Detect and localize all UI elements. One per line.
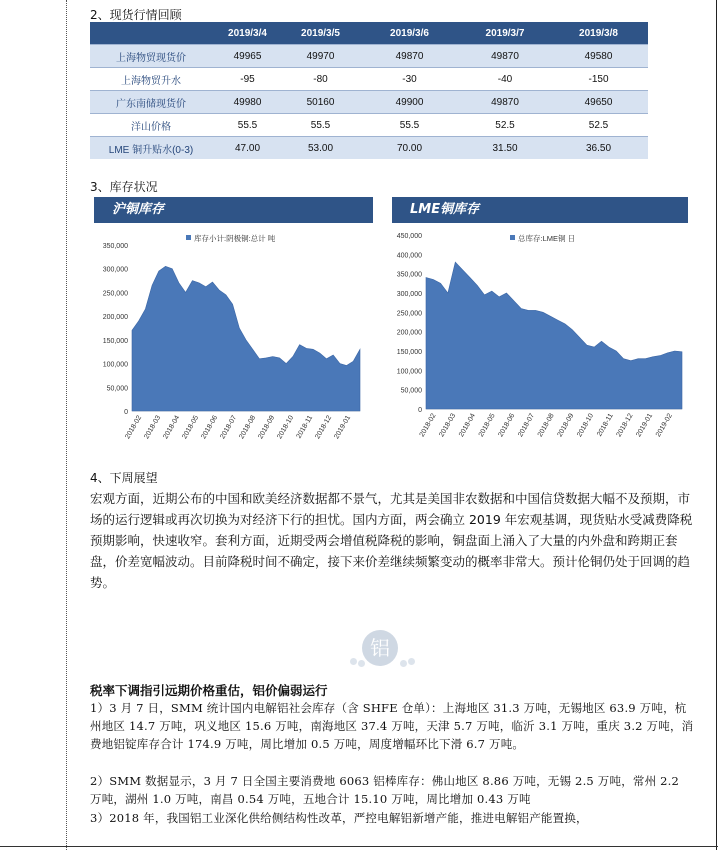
row-label: 广东南储现货价	[90, 91, 212, 114]
y-tick-label: 300,000	[102, 266, 128, 274]
x-tick-label: 2018-06	[200, 414, 220, 441]
bottom-border	[0, 846, 718, 847]
table-cell: 49870	[461, 45, 549, 68]
outlook-paragraph: 宏观方面，近期公布的中国和欧美经济数据都不景气，尤其是美国非农数据和中国信贷数据大幅不及预期，市场的运行逻辑或再次切换为对经济下行的担忧。国内方面，两会确立 2019 年宏观基调，现货贴水受减费降税预期影响，快速收窄。套利方面，近期受两会增值税降税的影响，铜盘面上涌入了大量的内外盘和跨期正套盘，价差宽幅波动。目前降税时间不确定，接下来价差继续频繁变动的概率非常大。预计伦铜仍处于回调的趋势。	[90, 491, 693, 590]
y-tick-label: 250,000	[396, 310, 422, 318]
x-tick-label: 2019-01	[333, 414, 353, 441]
x-tick-label: 2018-04	[458, 412, 477, 439]
table-cell: 55.5	[358, 114, 461, 137]
x-tick-label: 2018-05	[181, 414, 201, 441]
table-cell: 52.5	[461, 114, 549, 137]
table-cell: 49870	[358, 45, 461, 68]
legend-label: 库存小计:阴极铜:总计 吨	[194, 234, 276, 243]
x-tick-label: 2018-08	[536, 412, 556, 439]
aluminium-paragraph-3: 3）2018 年，我国铝工业深化供给侧结构性改革，严控电解铝新增产能，推进电解铝产能置换，	[90, 811, 588, 825]
x-tick-label: 2018-11	[596, 412, 615, 438]
y-tick-label: 350,000	[396, 271, 422, 279]
table-header-cell: 2019/3/6	[358, 22, 461, 45]
table-row	[90, 91, 648, 114]
table-header-row	[90, 22, 648, 45]
x-tick-label: 2019-02	[654, 412, 674, 439]
table-row	[90, 137, 648, 160]
table-cell: -30	[358, 68, 461, 91]
x-tick-label: 2018-02	[418, 412, 438, 439]
x-tick-label: 2018-07	[219, 414, 239, 441]
decor-dot	[400, 660, 407, 667]
inventory-heading: 3、库存状况	[90, 180, 158, 194]
x-tick-label: 2018-10	[576, 412, 596, 439]
y-tick-label: 150,000	[102, 337, 128, 345]
x-tick-label: 2018-12	[615, 412, 635, 439]
x-tick-label: 2018-11	[295, 414, 315, 440]
lme-inventory-chart	[392, 225, 688, 457]
x-tick-label: 2018-05	[477, 412, 497, 439]
y-tick-label: 100,000	[396, 368, 422, 376]
table-cell: 49980	[212, 91, 283, 114]
row-label: 上海物贸升水	[90, 68, 212, 91]
table-header-cell: 2019/3/7	[461, 22, 549, 45]
y-tick-label: 250,000	[102, 290, 128, 298]
row-label: 上海物贸现货价	[90, 45, 212, 68]
spot-quote-table	[90, 22, 648, 159]
legend-swatch	[186, 235, 191, 240]
y-tick-label: 150,000	[396, 349, 422, 356]
y-tick-label: 50,000	[400, 387, 422, 395]
table-header-cell: 2019/3/5	[283, 22, 358, 45]
decor-dot	[408, 658, 415, 665]
x-tick-label: 2018-02	[124, 414, 144, 441]
x-tick-label: 2018-06	[497, 412, 517, 439]
x-tick-label: 2018-08	[238, 414, 258, 441]
shfe-chart-title: 沪铜库存	[94, 197, 373, 223]
table-cell: 53.00	[283, 137, 358, 160]
y-tick-label: 350,000	[102, 243, 128, 250]
x-tick-label: 2018-07	[517, 412, 537, 439]
aluminium-badge	[350, 630, 410, 670]
x-tick-label: 2018-12	[314, 414, 334, 441]
table-header-cell	[90, 22, 212, 45]
decor-dot	[358, 660, 365, 667]
y-tick-label: 100,000	[102, 361, 128, 369]
table-cell: 55.5	[212, 114, 283, 137]
aluminium-badge-circle: 铝	[362, 630, 398, 666]
aluminium-paragraph-2: 2）SMM 数据显示，3 月 7 日全国主要消费地 6063 铝棒库存：佛山地区 8.86 万吨，无锡 2.5 万吨，常州 2.2 万吨，湖州 1.0 万吨，南昌 0.54 万吨，五地合计 15.10 万吨，周比增加 0.43 万吨	[90, 774, 680, 806]
table-cell: -95	[212, 68, 283, 91]
y-tick-label: 200,000	[102, 314, 128, 322]
table-cell: 49965	[212, 45, 283, 68]
table-cell: 49900	[358, 91, 461, 114]
table-row	[90, 114, 648, 137]
table-cell: 49970	[283, 45, 358, 68]
row-label: 洋山价格	[90, 114, 212, 137]
table-header-cell: 2019/3/8	[549, 22, 648, 45]
legend-swatch	[510, 235, 515, 240]
y-tick-label: 400,000	[396, 252, 422, 260]
y-tick-label: 0	[418, 407, 422, 414]
y-tick-label: 0	[124, 409, 128, 416]
aluminium-paragraph-1: 1）3 月 7 日，SMM 统计国内电解铝社会库存（含 SHFE 仓单）：上海地区 31.3 万吨，无锡地区 63.9 万吨，杭州地区 14.7 万吨，巩义地区 15.6 万吨，南海地区 37.4 万吨，天津 5.7 万吨，临沂 3.1 万吨，重庆 3.2 万吨，消费地铝锭库存合计 174.9 万吨，周比增加 0.5 万吨，周度增幅环比下滑 6.7 万吨。	[90, 701, 694, 751]
y-tick-label: 200,000	[396, 329, 422, 337]
x-tick-label: 2018-09	[556, 412, 576, 439]
x-tick-label: 2018-09	[257, 414, 277, 441]
x-tick-label: 2018-03	[438, 412, 458, 439]
table-cell: 52.5	[549, 114, 648, 137]
table-cell: -150	[549, 68, 648, 91]
aluminium-title: 税率下调指引远期价格重估，铝价偏弱运行	[90, 683, 328, 698]
x-tick-label: 2018-04	[162, 414, 182, 441]
inventory-area	[132, 266, 360, 411]
lme-chart-title: LME铜库存	[392, 197, 688, 223]
table-cell: 50160	[283, 91, 358, 114]
table-cell: 70.00	[358, 137, 461, 160]
table-cell: 49870	[461, 91, 549, 114]
table-row	[90, 45, 648, 68]
table-cell: -40	[461, 68, 549, 91]
row-label: LME 铜升贴水(0-3)	[90, 137, 212, 160]
outlook-heading: 4、下周展望	[90, 471, 158, 485]
table-cell: 55.5	[283, 114, 358, 137]
table-cell: 47.00	[212, 137, 283, 160]
y-tick-label: 450,000	[396, 233, 422, 240]
table-header-cell: 2019/3/4	[212, 22, 283, 45]
x-tick-label: 2018-03	[143, 414, 163, 441]
right-border	[716, 0, 717, 850]
table-cell: -80	[283, 68, 358, 91]
table-cell: 49580	[549, 45, 648, 68]
y-tick-label: 300,000	[396, 291, 422, 298]
shfe-inventory-chart	[94, 225, 373, 457]
quotes-heading: 2、现货行情回顾	[90, 8, 182, 22]
x-tick-label: 2019-01	[635, 412, 655, 439]
x-tick-label: 2018-10	[276, 414, 296, 441]
table-cell: 49650	[549, 91, 648, 114]
inventory-area	[426, 262, 682, 409]
legend-label: 总库存:LME铜 日	[518, 234, 576, 243]
table-cell: 36.50	[549, 137, 648, 160]
table-row	[90, 68, 648, 91]
left-margin-line	[66, 0, 67, 850]
y-tick-label: 50,000	[106, 385, 128, 393]
decor-dot	[350, 658, 357, 665]
table-cell: 31.50	[461, 137, 549, 160]
